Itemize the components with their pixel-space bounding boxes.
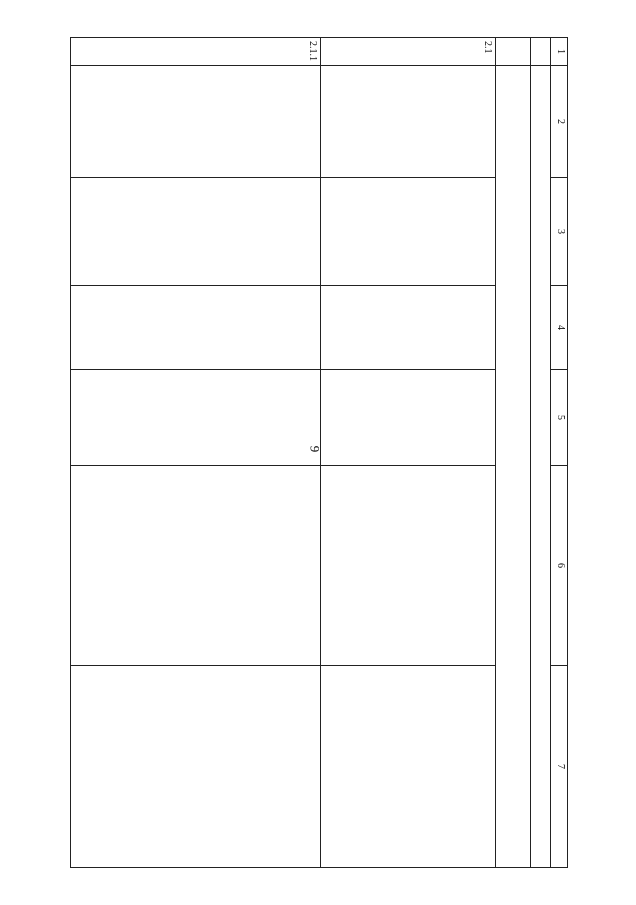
task-spacer: [496, 38, 531, 66]
table-row: [321, 38, 496, 868]
column-number: 6: [551, 466, 568, 666]
table-row: [71, 38, 321, 868]
column-number: 2: [551, 66, 568, 178]
row-content: [321, 370, 496, 466]
table-region: [58, 37, 568, 867]
column-number: 1: [551, 38, 568, 66]
page-number: 9: [307, 445, 323, 453]
column-number: 5: [551, 370, 568, 466]
row-code: 2.1.1: [71, 38, 321, 66]
program-table: [70, 37, 568, 868]
subprogram-title: [531, 66, 551, 868]
task-title: [496, 66, 531, 868]
column-number-row: [551, 38, 568, 868]
rotated-table-container: [58, 37, 568, 867]
row-code: 2.1: [321, 38, 496, 66]
subprogram-spacer: [531, 38, 551, 66]
row-basis: [71, 466, 321, 666]
row-period: [71, 286, 321, 370]
row-name: [71, 66, 321, 178]
row-content: [71, 370, 321, 466]
row-name: [321, 66, 496, 178]
row-executor: [71, 178, 321, 286]
column-number: 3: [551, 178, 568, 286]
row-executor: [321, 178, 496, 286]
row-indicator: [321, 666, 496, 868]
row-period: [321, 286, 496, 370]
row-indicator: [71, 666, 321, 868]
task-row: [496, 38, 531, 868]
column-number: 7: [551, 666, 568, 868]
column-number: 4: [551, 286, 568, 370]
subprogram-row: [531, 38, 551, 868]
row-basis: [321, 466, 496, 666]
